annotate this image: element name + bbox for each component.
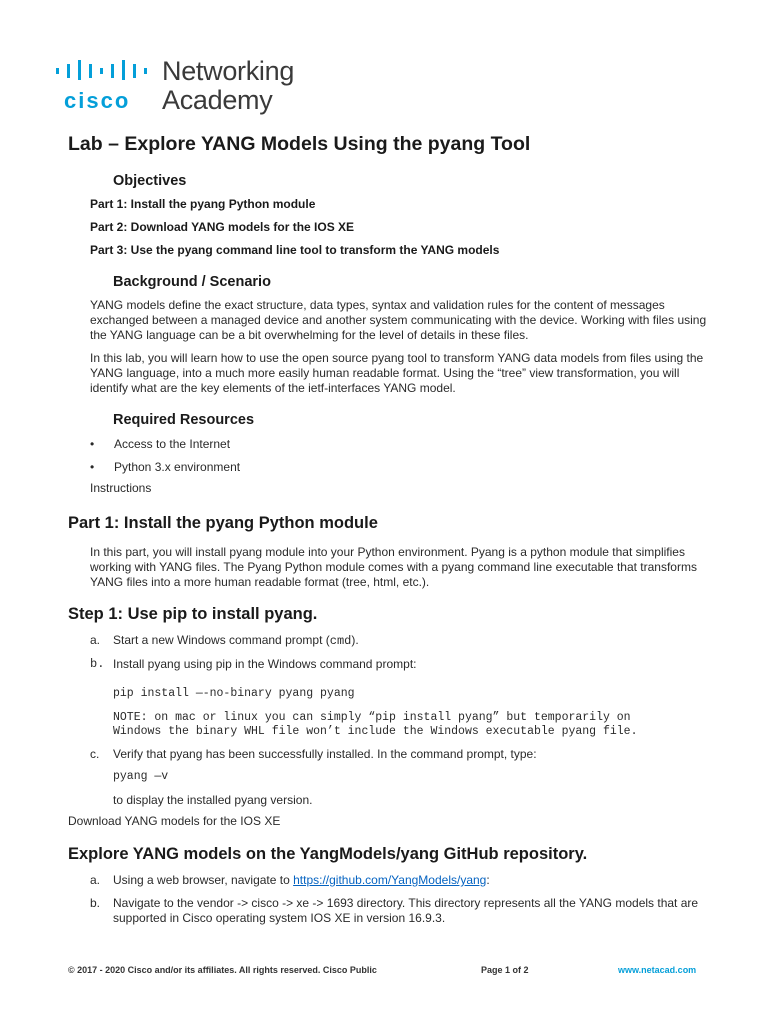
explore-b-text: Navigate to the vendor -> cisco -> xe -> 1693 directory. This directory represents all the YANG models that are supported in Cisco operating system IOS XE in version 16.9.3.: [113, 896, 699, 925]
instructions-label: Instructions: [90, 481, 152, 495]
footer-site-link[interactable]: www.netacad.com: [618, 965, 697, 975]
objective-item-1: Part 1: Install the pyang Python module: [90, 197, 316, 211]
part1-paragraph: In this part, you will install pyang module into your Python environment. Pyang is a python module that simplifies working with YANG files. The Pyang Python module comes with a pyang command line executable that transforms YANG files into a more human readable format (tree, html, etc.).: [90, 545, 697, 589]
objective-item-3: Part 3: Use the pyang command line tool to transform the YANG models: [90, 243, 500, 257]
objective-item-2: Part 2: Download YANG models for the IOS XE: [90, 220, 355, 234]
step1-a-label: a.: [90, 633, 101, 647]
display-version-text: to display the installed pyang version.: [113, 793, 313, 807]
step1-c-label: c.: [90, 747, 100, 761]
cmd-code: cmd: [329, 634, 352, 648]
github-yang-link[interactable]: https://github.com/YangModels/yang: [293, 873, 487, 887]
step1-a-text: Start a new Windows command prompt (cmd).: [113, 633, 359, 648]
download-models-text: Download YANG models for the IOS XE: [68, 814, 281, 828]
background-paragraph-2: In this lab, you will learn how to use the open source pyang tool to transform YANG data models from files using the YANG language, into a much more easily human readable format. Using the “tree” view transformation, you will identify what are the key elements of the ietf-interfaces YANG model.: [90, 351, 704, 395]
footer-copyright: © 2017 - 2020 Cisco and/or its affiliates. All rights reserved. Cisco Public: [68, 965, 377, 975]
explore-heading: Explore YANG models on the YangModels/yang GitHub repository.: [68, 845, 588, 863]
note-line-2: Windows the binary WHL file won’t include the Windows executable pyang file.: [113, 725, 638, 738]
cisco-networking-academy-logo: [54, 56, 314, 116]
background-paragraph-1: YANG models define the exact structure, data types, syntax and validation rules for the content of messages exchanged between a managed device and another system communicating with the device. Working with files using the YANG language can be a bit overwhelming for the level of details in these files.: [90, 298, 707, 342]
cisco-bars-icon: [54, 60, 154, 80]
objectives-heading: Objectives: [113, 173, 187, 189]
part1-heading: Part 1: Install the pyang Python module: [68, 514, 378, 532]
step1-b-text: Install pyang using pip in the Windows command prompt:: [113, 657, 417, 671]
resources-heading: Required Resources: [113, 412, 255, 428]
footer-page-number: Page 1 of 2: [481, 965, 529, 975]
resource-item-internet: • Access to the Internet: [90, 437, 231, 451]
explore-a-label: a.: [90, 873, 101, 887]
pyang-version-command: pyang —v: [113, 770, 169, 783]
step1-heading: Step 1: Use pip to install pyang.: [68, 605, 318, 623]
explore-b-label: b.: [90, 896, 101, 910]
cisco-wordmark: cisco: [64, 88, 131, 113]
page-title: Lab – Explore YANG Models Using the pyang Tool: [68, 133, 531, 155]
note-line-1: NOTE: on mac or linux you can simply “pip install pyang” but temporarily on: [113, 711, 631, 724]
explore-a-text: Using a web browser, navigate to https://github.com/YangModels/yang:: [113, 873, 490, 887]
logo-networking-text: Networking: [162, 56, 295, 86]
logo-academy-text: Academy: [162, 85, 273, 115]
pip-install-command: pip install —-no-binary pyang pyang: [113, 687, 355, 700]
bullet-icon: •: [90, 460, 95, 474]
background-heading: Background / Scenario: [113, 274, 271, 290]
step1-c-text: Verify that pyang has been successfully installed. In the command prompt, type:: [113, 747, 537, 761]
resource-item-python: • Python 3.x environment: [90, 460, 241, 474]
bullet-icon: •: [90, 437, 95, 451]
step1-b-label: b.: [90, 657, 105, 671]
